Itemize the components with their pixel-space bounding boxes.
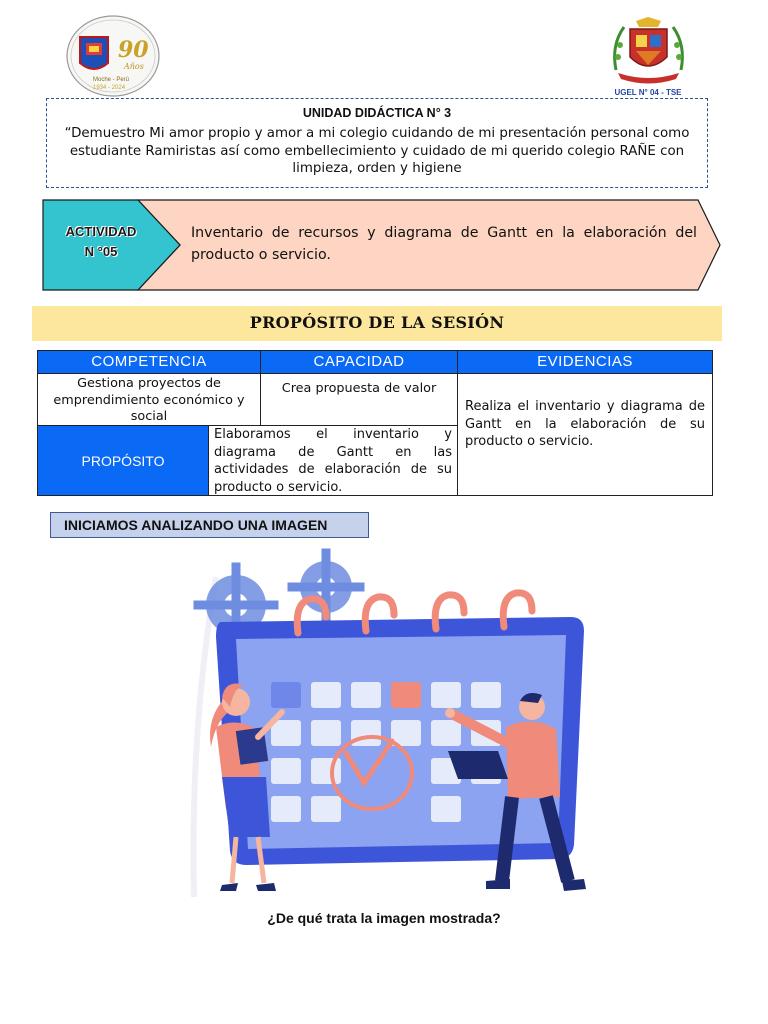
activity-text: Inventario de recursos y diagrama de Gantt en la elaboración del producto o servicio. (191, 225, 697, 263)
school-anniversary-logo-icon (66, 15, 161, 97)
svg-text:UGEL N° 04 - TSE: UGEL N° 04 - TSE (614, 88, 682, 97)
svg-text:1934 - 2024: 1934 - 2024 (93, 85, 126, 91)
activity-label (46, 222, 156, 262)
evidencias-cell: Realiza el inventario y diagrama de Gantt en la elaboración de su producto o servicio. (457, 373, 713, 496)
competencia-cell: Gestiona proyectos de emprendimiento económico y social (37, 373, 261, 426)
header-evidencias: EVIDENCIAS (457, 350, 713, 374)
unit-description: “Demuestro Mi amor propio y amor a mi colegio cuidando de mi presentación personal como estudiante Ramiristas así como embellecimiento y cuidado de mi querido colegio RAÑE con limpieza, orden y higiene (64, 126, 690, 176)
activity-label-line2: N °05 (84, 244, 118, 259)
proposito-text-cell: Elaboramos el inventario y diagrama de Gantt en las actividades de elaboración de su producto o servicio. (208, 425, 458, 496)
unit-title: UNIDAD DIDÁCTICA N° 3 (302, 106, 452, 120)
competency-table (37, 350, 713, 496)
capacidad-cell: Crea propuesta de valor (260, 373, 458, 426)
question-text: ¿De qué trata la imagen mostrada? (267, 910, 501, 926)
header-competencia: COMPETENCIA (37, 350, 261, 374)
proposito-label: PROPÓSITO (81, 452, 165, 469)
svg-text:Años: Años (124, 62, 144, 71)
unit-box (46, 98, 708, 188)
purpose-banner (32, 306, 722, 341)
proposito-label-cell (37, 425, 209, 496)
activity-label-line1: ACTIVIDAD (65, 224, 137, 239)
header-capacidad: CAPACIDAD (260, 350, 458, 374)
purpose-title: PROPÓSITO DE LA SESIÓN (249, 313, 505, 332)
section-heading: INICIAMOS ANALIZANDO UNA IMAGEN (50, 512, 369, 538)
svg-text:90: 90 (118, 37, 149, 63)
calendar-planning-illustration-icon (186, 547, 598, 899)
ugel-coat-of-arms-icon (606, 15, 691, 97)
svg-text:Moche - Perú: Moche - Perú (93, 77, 130, 83)
